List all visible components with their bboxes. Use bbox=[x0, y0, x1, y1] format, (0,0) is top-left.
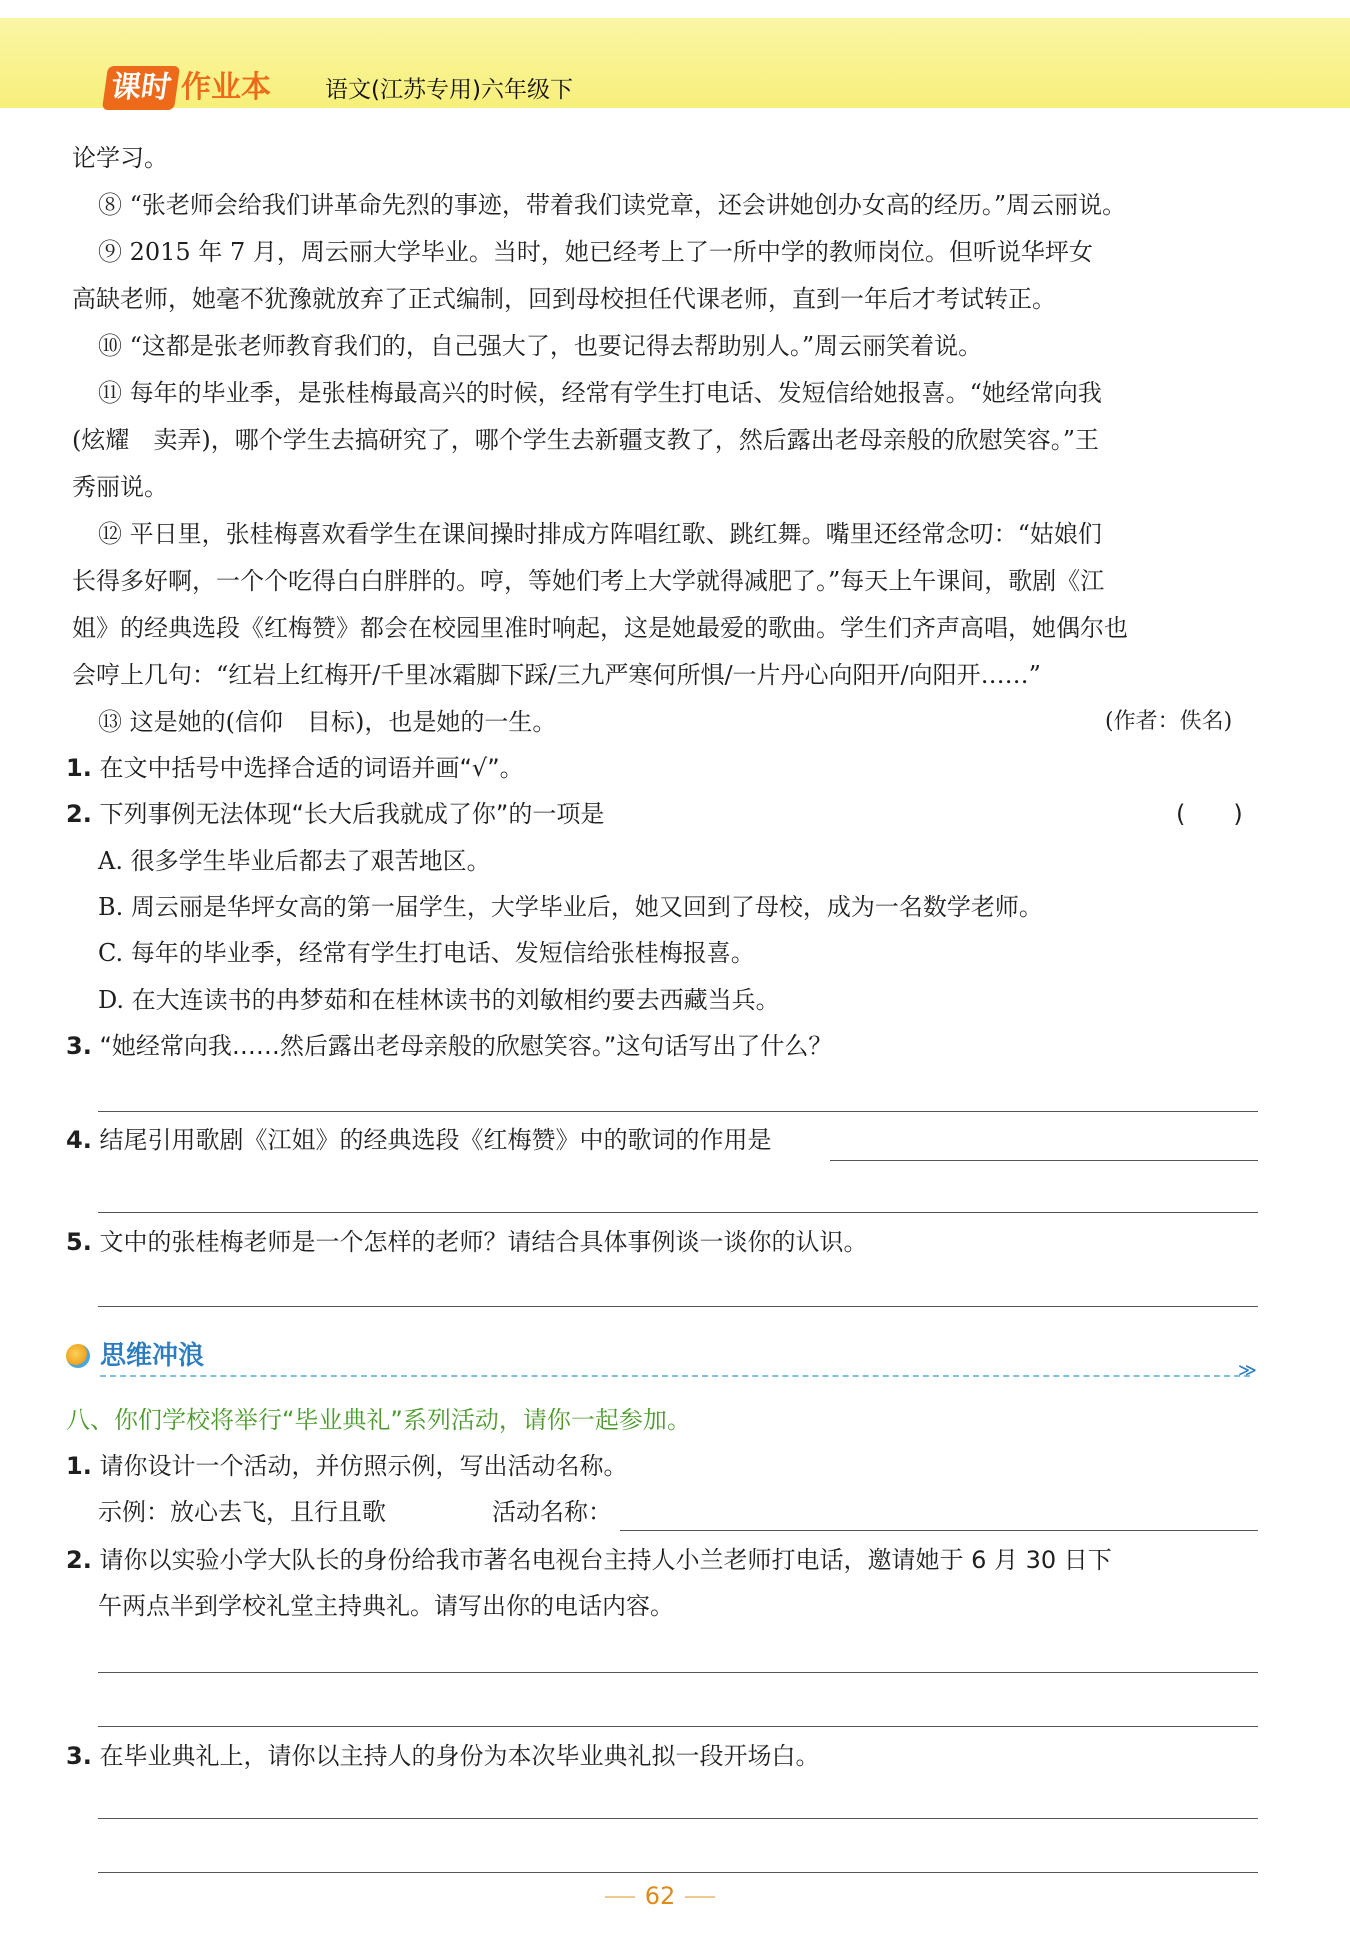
option-a: A. 很多学生毕业后都去了艰苦地区。 bbox=[98, 847, 491, 875]
activity-name-field[interactable] bbox=[620, 1530, 1258, 1531]
wave-icon: ≫ bbox=[1238, 1360, 1257, 1381]
subject-title: 语文(江苏专用)六年级下 bbox=[325, 77, 573, 103]
part8-question-2-cont: 午两点半到学校礼堂主持典礼。请写出你的电话内容。 bbox=[98, 1592, 674, 1620]
passage-line: 会哼上几句：“红岩上红梅开/千里冰霜脚下踩/三九严寒何所惧/一片丹心向阳开/向阳开……” bbox=[72, 661, 1041, 689]
question-1: 1. 在文中括号中选择合适的词语并画“√”。 bbox=[66, 754, 524, 782]
passage-line: ⑧ “张老师会给我们讲革命先烈的事迹，带着我们读党章，还会讲她创办女高的经历。”周云丽说。 bbox=[98, 191, 1127, 219]
passage-line: ⑪ 每年的毕业季，是张桂梅最高兴的时候，经常有学生打电话、发短信给她报喜。“她经常向我 bbox=[98, 379, 1102, 407]
part8-question-1: 1. 请你设计一个活动，并仿照示例，写出活动名称。 bbox=[66, 1452, 628, 1480]
answer-line[interactable] bbox=[98, 1111, 1258, 1112]
passage-line: ⑨ 2015 年 7 月，周云丽大学毕业。当时，她已经考上了一所中学的教师岗位。但听说华坪女 bbox=[98, 238, 1093, 266]
answer-line[interactable] bbox=[98, 1726, 1258, 1727]
passage-line: 姐》的经典选段《红梅赞》都会在校园里准时响起，这是她最爱的歌曲。学生们齐声高唱，她偶尔也 bbox=[72, 614, 1128, 642]
answer-line[interactable] bbox=[830, 1160, 1258, 1161]
author-note: (作者：佚名) bbox=[1105, 709, 1233, 734]
option-c: C. 每年的毕业季，经常有学生打电话、发短信给张桂梅报喜。 bbox=[98, 939, 755, 967]
section-icon bbox=[66, 1344, 90, 1368]
activity-example: 示例：放心去飞，且行且歌 bbox=[98, 1498, 386, 1526]
passage-line: 论学习。 bbox=[72, 144, 168, 172]
answer-paren[interactable]: ( ) bbox=[1176, 800, 1243, 828]
answer-line[interactable] bbox=[98, 1672, 1258, 1673]
question-5: 5. 文中的张桂梅老师是一个怎样的老师？请结合具体事例谈一谈你的认识。 bbox=[66, 1228, 868, 1256]
activity-name-label: 活动名称： bbox=[492, 1498, 612, 1526]
section-title: 思维冲浪 bbox=[100, 1341, 205, 1371]
question-3: 3. “她经常向我……然后露出老母亲般的欣慰笑容。”这句话写出了什么？ bbox=[66, 1032, 833, 1060]
passage-line: ⑬ 这是她的(信仰 目标)，也是她的一生。 bbox=[98, 708, 557, 736]
passage-line: 高缺老师，她毫不犹豫就放弃了正式编制，回到母校担任代课老师，直到一年后才考试转正。 bbox=[72, 285, 1056, 313]
option-b: B. 周云丽是华坪女高的第一届学生，大学毕业后，她又回到了母校，成为一名数学老师。 bbox=[98, 893, 1043, 921]
question-2: 2. 下列事例无法体现“长大后我就成了你”的一项是 bbox=[66, 800, 605, 828]
book-logo: 课时 作业本 bbox=[105, 66, 271, 110]
answer-line[interactable] bbox=[98, 1818, 1258, 1819]
passage-line: 长得多好啊，一个个吃得白白胖胖的。哼，等她们考上大学就得减肥了。”每天上午课间，歌剧《江 bbox=[72, 567, 1105, 595]
answer-line[interactable] bbox=[98, 1306, 1258, 1307]
passage-line: ⑩ “这都是张老师教育我们的，自己强大了，也要记得去帮助别人。”周云丽笑着说。 bbox=[98, 332, 983, 360]
part8-question-3: 3. 在毕业典礼上，请你以主持人的身份为本次毕业典礼拟一段开场白。 bbox=[66, 1742, 820, 1770]
part8-heading: 八、你们学校将举行“毕业典礼”系列活动，请你一起参加。 bbox=[66, 1406, 691, 1434]
passage-line: (炫耀 卖弄)，哪个学生去搞研究了，哪个学生去新疆支教了，然后露出老母亲般的欣慰笑容。”王 bbox=[72, 426, 1099, 454]
answer-line[interactable] bbox=[98, 1212, 1258, 1213]
part8-question-2: 2. 请你以实验小学大队长的身份给我市著名电视台主持人小兰老师打电话，邀请她于 6 月 30 日下 bbox=[66, 1546, 1112, 1574]
answer-line[interactable] bbox=[98, 1872, 1258, 1873]
passage-line: ⑫ 平日里，张桂梅喜欢看学生在课间操时排成方阵唱红歌、跳红舞。嘴里还经常念叨：“姑娘们 bbox=[98, 520, 1102, 548]
option-d: D. 在大连读书的冉梦茹和在桂林读书的刘敏相约要去西藏当兵。 bbox=[98, 986, 780, 1014]
question-4: 4. 结尾引用歌剧《江姐》的经典选段《红梅赞》中的歌词的作用是 bbox=[66, 1126, 772, 1154]
passage-line: 秀丽说。 bbox=[72, 473, 168, 501]
section-header bbox=[60, 1336, 1260, 1380]
section-divider bbox=[100, 1375, 1250, 1377]
page-number: 62 bbox=[0, 1882, 1320, 1910]
